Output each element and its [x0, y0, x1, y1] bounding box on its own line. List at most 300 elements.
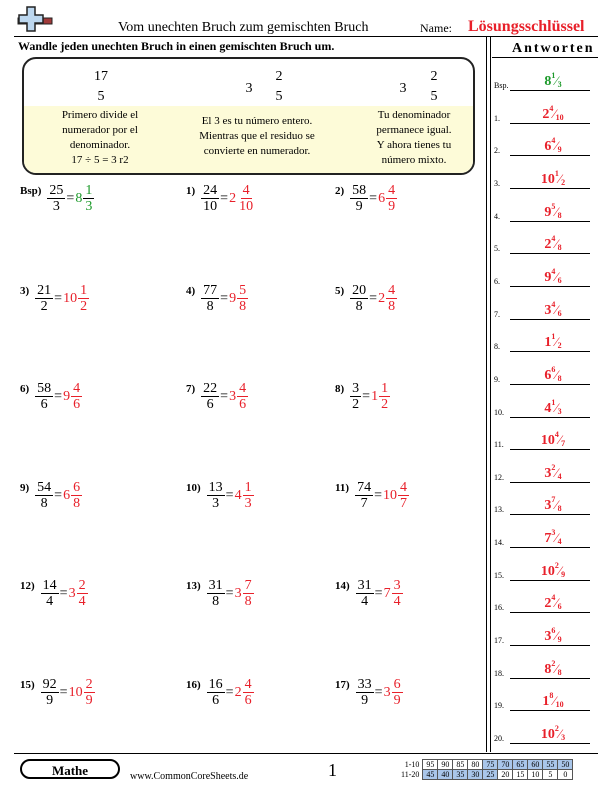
answer-denominator: 6	[73, 397, 81, 412]
problem-label: 7)	[186, 383, 196, 395]
answer-fraction	[237, 283, 248, 314]
improper-fraction	[35, 381, 53, 412]
answer-number: 11.	[494, 440, 504, 449]
answer-line	[510, 547, 590, 548]
fraction-numerator: 58	[352, 183, 367, 198]
answer-fraction	[237, 183, 255, 214]
answer-number: 10.	[494, 408, 504, 417]
answer-value	[516, 300, 590, 319]
answer-whole: 3	[68, 585, 76, 601]
answer-number: 12.	[494, 473, 504, 482]
fraction-denominator: 8	[40, 496, 48, 511]
improper-fraction	[350, 283, 368, 314]
answer-number: 5.	[494, 244, 500, 253]
problem-label: 9)	[20, 482, 30, 494]
improper-fraction	[41, 677, 59, 708]
answer-denominator: 3	[85, 199, 93, 214]
answer-value	[516, 71, 590, 90]
answer-numerator: 2	[551, 463, 556, 472]
answer-value	[516, 332, 590, 351]
answers-heading-underline	[492, 57, 598, 58]
answer-numerator: 4	[388, 283, 396, 298]
fraction-denominator: 2	[352, 397, 360, 412]
answer-fraction	[77, 578, 88, 609]
example-step1-fraction	[86, 67, 116, 107]
fraction-slash: ⁄	[555, 661, 558, 676]
fraction-slash: ⁄	[555, 400, 558, 415]
fraction-slash: ⁄	[553, 693, 556, 708]
answer-whole: 9	[229, 290, 237, 306]
problem-label: 15)	[20, 679, 35, 691]
example-step3-line: Y ahora tienes tu	[376, 139, 452, 151]
problem-item	[186, 480, 254, 511]
example-step1-line: 17 ÷ 5 = 3 r2	[71, 154, 129, 166]
fraction-slash: ⁄	[555, 530, 558, 545]
answer-denominator: 9	[393, 693, 401, 708]
answer-denominator: 7	[399, 496, 407, 511]
problem-label: 1)	[186, 185, 196, 197]
answer-line	[510, 678, 590, 679]
answer-fraction	[78, 283, 89, 314]
answer-denominator: 8	[244, 594, 252, 609]
problem-label: 8)	[335, 383, 345, 395]
answer-denominator: 6	[244, 693, 252, 708]
answer-fraction	[83, 183, 94, 214]
answer-value	[516, 169, 590, 188]
fraction-denominator: 9	[46, 693, 54, 708]
answer-line	[510, 221, 590, 222]
problem-item	[186, 283, 248, 314]
answer-number: 1.	[494, 114, 500, 123]
answer-line	[510, 188, 590, 189]
answer-denominator: 7	[561, 439, 566, 448]
answer-line	[510, 612, 590, 613]
answer-number: Bsp.	[494, 81, 509, 90]
problem-item	[335, 183, 397, 214]
improper-fraction	[356, 677, 374, 708]
answer-whole: 2	[542, 107, 550, 122]
equals-sign: =	[59, 585, 68, 601]
answer-whole: 3	[234, 585, 242, 601]
answer-row	[494, 392, 594, 422]
fraction-slash: ⁄	[555, 497, 558, 512]
answer-numerator: 6	[393, 677, 401, 692]
fraction-denominator: 10	[203, 199, 218, 214]
answer-denominator: 8	[557, 668, 562, 677]
answer-whole: 1	[371, 388, 379, 404]
score-cell: 20	[498, 770, 513, 780]
answer-column-divider-inner	[490, 36, 491, 752]
problem-label: 5)	[335, 285, 345, 297]
fraction-slash: ⁄	[555, 465, 558, 480]
answer-numerator: 2	[85, 677, 93, 692]
problem-item	[335, 578, 403, 609]
answer-value	[516, 463, 590, 482]
footer-divider	[14, 753, 598, 754]
equals-sign: =	[66, 190, 75, 206]
answer-number: 6.	[494, 277, 500, 286]
answer-number: 20.	[494, 734, 504, 743]
answer-denominator: 6	[239, 397, 247, 412]
answer-whole: 2	[544, 596, 552, 611]
equals-sign: =	[374, 487, 382, 503]
answer-denominator: 6	[557, 276, 562, 285]
improper-fraction	[47, 183, 65, 214]
equals-sign: =	[59, 684, 68, 700]
answer-numerator: 4	[244, 677, 252, 692]
answer-whole: 6	[378, 190, 386, 206]
answer-whole: 9	[544, 270, 552, 285]
fraction-denominator: 3	[52, 199, 60, 214]
answer-denominator: 4	[557, 537, 562, 546]
improper-fraction	[356, 578, 374, 609]
answer-line	[510, 319, 590, 320]
score-cell: 50	[558, 760, 573, 770]
answer-numerator: 8	[549, 691, 554, 700]
answer-row	[494, 685, 594, 715]
fraction-denominator: 8	[212, 594, 220, 609]
problem-item	[186, 381, 248, 412]
answer-numerator: 1	[554, 169, 559, 178]
example-step2-line: convierte en numerador.	[203, 145, 311, 157]
fraction-numerator: 33	[357, 677, 372, 692]
answer-line	[510, 645, 590, 646]
answer-whole: 2	[234, 684, 242, 700]
answer-row	[494, 294, 594, 324]
answer-numerator: 4	[551, 136, 556, 145]
answer-numerator: 7	[244, 578, 252, 593]
answer-key-label: Lösungsschlüssel	[468, 18, 585, 35]
answer-line	[510, 449, 590, 450]
fraction-slash: ⁄	[555, 628, 558, 643]
fraction-numerator: 58	[37, 381, 52, 396]
fraction-numerator: 54	[37, 480, 52, 495]
answer-row	[494, 555, 594, 585]
answer-whole: 6	[63, 487, 71, 503]
equals-sign: =	[220, 388, 229, 404]
score-cell: 85	[453, 760, 468, 770]
answer-numerator: 5	[239, 283, 247, 298]
example-step3-whole: 3	[399, 81, 407, 96]
score-cell: 90	[438, 760, 453, 770]
answer-whole: 10	[540, 172, 555, 187]
example-step3-line: número mixto.	[381, 154, 447, 166]
answer-denominator: 8	[557, 504, 562, 513]
answer-whole: 3	[544, 303, 552, 318]
example-step1-num: 17	[94, 69, 108, 84]
problem-item	[20, 381, 82, 412]
problem-label: 4)	[186, 285, 196, 297]
fraction-numerator: 74	[357, 480, 372, 495]
score-cell: 5	[543, 770, 558, 780]
score-cell: 60	[528, 760, 543, 770]
answer-whole: 1	[544, 335, 552, 350]
improper-fraction	[355, 480, 373, 511]
fraction-slash: ⁄	[555, 73, 558, 88]
answer-number: 15.	[494, 571, 504, 580]
fraction-numerator: 14	[42, 578, 57, 593]
answer-denominator: 9	[388, 199, 396, 214]
answer-numerator: 4	[551, 234, 556, 243]
example-step1-line: denominador.	[69, 139, 131, 151]
answer-whole: 3	[544, 466, 552, 481]
answer-fraction	[398, 480, 409, 511]
answer-value	[516, 659, 590, 678]
answer-denominator: 2	[557, 341, 562, 350]
answer-row	[494, 130, 594, 160]
improper-fraction	[201, 283, 219, 314]
problem-label: 2)	[335, 185, 345, 197]
fraction-denominator: 8	[355, 299, 363, 314]
fraction-denominator: 4	[361, 594, 369, 609]
answer-denominator: 4	[557, 472, 562, 481]
score-cell: 30	[468, 770, 483, 780]
example-step3-den: 5	[430, 89, 438, 104]
answer-numerator: 6	[551, 365, 556, 374]
answer-numerator: 4	[388, 183, 396, 198]
answer-whole: 8	[544, 74, 552, 89]
score-row-label: 11-20	[401, 770, 420, 779]
answer-numerator: 2	[554, 561, 559, 570]
answer-whole: 2	[544, 237, 552, 252]
problem-label: 6)	[20, 383, 30, 395]
example-step1-line: Primero divide el	[61, 109, 139, 121]
answer-denominator: 2	[80, 299, 88, 314]
problem-item	[335, 677, 403, 708]
answer-whole: 2	[229, 190, 237, 206]
score-row	[398, 760, 573, 770]
answer-numerator: 5	[551, 202, 556, 211]
answer-row	[494, 65, 594, 95]
score-cell: 70	[498, 760, 513, 770]
fraction-denominator: 3	[212, 496, 220, 511]
answer-numerator: 3	[551, 528, 556, 537]
answer-line	[510, 253, 590, 254]
answer-denominator: 3	[557, 80, 562, 89]
answer-numerator: 6	[551, 626, 556, 635]
answer-denominator: 9	[85, 693, 93, 708]
answer-fraction	[386, 183, 397, 214]
answer-numerator: 1	[551, 71, 556, 80]
fraction-numerator: 21	[37, 283, 52, 298]
answer-denominator: 10	[555, 113, 564, 122]
answer-fraction	[71, 381, 82, 412]
answer-number: 18.	[494, 669, 504, 678]
example-step1-line: numerador por el	[62, 124, 138, 136]
example-step3-line: Tu denominador	[377, 109, 451, 121]
answer-whole: 10	[63, 290, 78, 306]
answer-numerator: 4	[239, 381, 247, 396]
fraction-denominator: 6	[212, 693, 220, 708]
answer-fraction	[243, 677, 254, 708]
answer-numerator: 1	[244, 480, 252, 495]
answer-denominator: 10	[239, 199, 254, 214]
answer-row	[494, 620, 594, 650]
answer-number: 3.	[494, 179, 500, 188]
fraction-denominator: 6	[206, 397, 214, 412]
score-cell: 10	[528, 770, 543, 780]
answer-denominator: 3	[561, 733, 566, 742]
worksheet-title: Vom unechten Bruch zum gemischten Bruch	[118, 20, 369, 35]
answer-line	[510, 351, 590, 352]
problem-item	[186, 183, 255, 214]
equals-sign: =	[54, 487, 63, 503]
improper-fraction	[207, 677, 225, 708]
problem-label: 14)	[335, 580, 350, 592]
fraction-slash: ⁄	[555, 269, 558, 284]
score-cell: 75	[483, 760, 498, 770]
answer-line	[510, 90, 590, 91]
fraction-slash: ⁄	[558, 563, 562, 578]
improper-fraction	[350, 183, 368, 214]
problem-item	[20, 578, 88, 609]
fraction-slash: ⁄	[555, 302, 558, 317]
answer-denominator: 8	[557, 243, 562, 252]
answer-value	[516, 593, 590, 612]
fraction-denominator: 6	[40, 397, 48, 412]
fraction-slash: ⁄	[555, 367, 558, 382]
example-step2-line: Mientras que el residuo se	[199, 130, 315, 142]
answer-fraction	[379, 381, 390, 412]
answer-line	[510, 514, 590, 515]
answer-whole: 7	[383, 585, 391, 601]
answer-denominator: 8	[239, 299, 247, 314]
answer-value	[516, 365, 590, 384]
answer-number: 8.	[494, 342, 500, 351]
fraction-slash: ⁄	[555, 236, 558, 251]
fraction-slash: ⁄	[553, 106, 556, 121]
fraction-slash: ⁄	[558, 726, 562, 741]
problem-item	[335, 283, 397, 314]
score-cell: 80	[468, 760, 483, 770]
problem-label: 17)	[335, 679, 350, 691]
score-cell: 0	[558, 770, 573, 780]
score-cell: 95	[423, 760, 438, 770]
answer-number: 2.	[494, 146, 500, 155]
answer-whole: 1	[542, 694, 550, 709]
answer-value	[516, 104, 590, 123]
answer-whole: 10	[540, 433, 555, 448]
answer-value	[516, 691, 590, 710]
improper-fraction	[207, 480, 225, 511]
answer-whole: 10	[540, 727, 555, 742]
answer-numerator: 1	[551, 332, 556, 341]
improper-fraction	[35, 283, 53, 314]
answer-number: 9.	[494, 375, 500, 384]
footer-url: www.CommonCoreSheets.de	[130, 771, 249, 782]
answer-fraction	[392, 677, 403, 708]
answer-number: 17.	[494, 636, 504, 645]
answer-denominator: 8	[557, 211, 562, 220]
improper-fraction	[201, 183, 219, 214]
answer-row	[494, 457, 594, 487]
answer-row	[494, 228, 594, 258]
answer-denominator: 4	[393, 594, 401, 609]
answer-denominator: 6	[557, 602, 562, 611]
problem-item	[335, 480, 409, 511]
fraction-slash: ⁄	[555, 138, 558, 153]
plus-logo-icon	[14, 4, 54, 38]
answer-denominator: 8	[557, 374, 562, 383]
score-cell: 25	[483, 770, 498, 780]
improper-fraction	[350, 381, 361, 412]
improper-fraction	[201, 381, 219, 412]
answer-line	[510, 580, 590, 581]
example-step2-whole: 3	[245, 81, 253, 96]
example-step2-line: El 3 es tu número entero.	[201, 115, 313, 127]
answer-row	[494, 359, 594, 389]
answer-whole: 4	[544, 401, 552, 416]
answer-denominator: 4	[78, 594, 86, 609]
example-step1-den: 5	[97, 89, 105, 104]
answer-numerator: 1	[80, 283, 88, 298]
answer-row	[494, 489, 594, 519]
score-row-label: 1-10	[404, 760, 420, 769]
answer-number: 13.	[494, 505, 504, 514]
answer-value	[516, 234, 590, 253]
equals-sign: =	[362, 388, 371, 404]
answer-row	[494, 424, 594, 454]
example-step2-num: 2	[275, 69, 283, 84]
problem-item	[20, 283, 89, 314]
fraction-slash: ⁄	[555, 595, 558, 610]
fraction-denominator: 7	[360, 496, 368, 511]
answer-denominator: 6	[557, 309, 562, 318]
fraction-numerator: 16	[208, 677, 223, 692]
equals-sign: =	[54, 290, 63, 306]
fraction-numerator: 92	[42, 677, 57, 692]
improper-fraction	[41, 578, 59, 609]
fraction-slash: ⁄	[555, 334, 558, 349]
answer-line	[510, 482, 590, 483]
answer-value	[516, 202, 590, 221]
answer-whole: 4	[234, 487, 242, 503]
answer-whole: 9	[63, 388, 71, 404]
answer-numerator: 4	[551, 267, 556, 276]
problem-item	[20, 183, 94, 214]
answer-row	[494, 718, 594, 748]
answer-value	[516, 430, 590, 449]
score-table	[398, 759, 573, 780]
answer-whole: 8	[75, 190, 83, 206]
answer-whole: 3	[229, 388, 237, 404]
answer-whole: 3	[383, 684, 391, 700]
answer-numerator: 4	[73, 381, 81, 396]
answer-fraction	[243, 480, 254, 511]
answer-number: 7.	[494, 310, 500, 319]
answer-line	[510, 286, 590, 287]
answer-numerator: 4	[399, 480, 407, 495]
equals-sign: =	[225, 684, 234, 700]
answer-row	[494, 522, 594, 552]
answer-whole: 10	[382, 487, 397, 503]
answer-numerator: 1	[381, 381, 389, 396]
equals-sign: =	[54, 388, 63, 404]
equals-sign: =	[374, 684, 383, 700]
answer-whole: 10	[540, 564, 555, 579]
answer-value	[516, 267, 590, 286]
equals-sign: =	[369, 190, 378, 206]
equals-sign: =	[220, 290, 229, 306]
answer-fraction	[386, 283, 397, 314]
answer-numerator: 4	[551, 593, 556, 602]
score-cell: 45	[423, 770, 438, 780]
answer-number: 4.	[494, 212, 500, 221]
answer-denominator: 8	[388, 299, 396, 314]
answer-line	[510, 155, 590, 156]
answer-value	[516, 136, 590, 155]
answer-value	[516, 724, 590, 743]
